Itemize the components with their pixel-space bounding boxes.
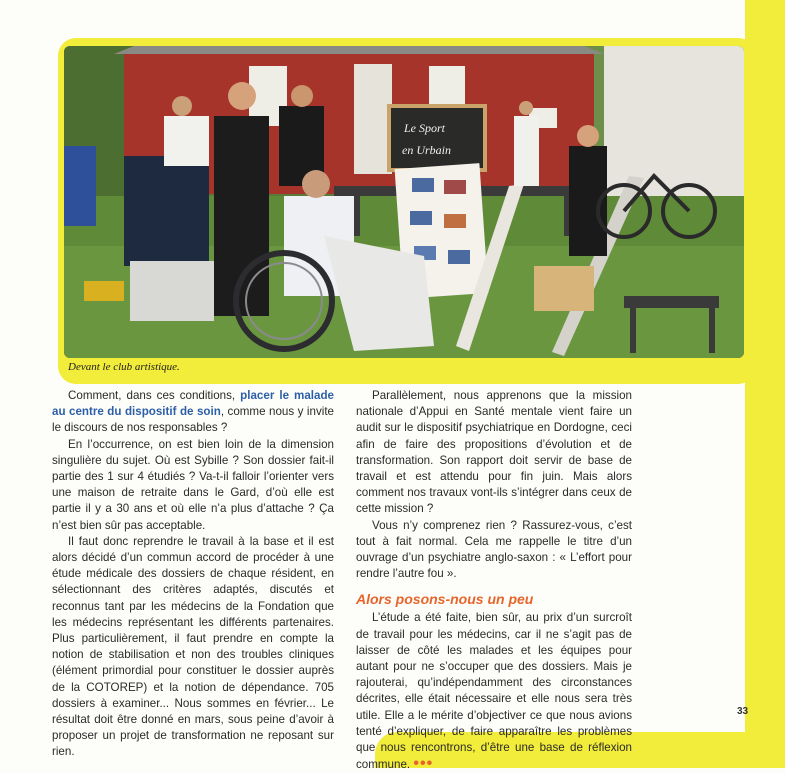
sign-text-2: en Urbain [402, 143, 451, 157]
paragraph: Il faut donc reprendre le travail à la base et il est alors décidé d’un commun accord de procéder à une étude médicale des dossiers de chaque résident, en sélectionnant des critères adaptés, discutés et reconnus tant par les médecins de la Fondation que les médecins représentant les différents partenaires. Plus particulièrement, il faut prendre en compte la notion de stabilisation et non des troubles cliniques (élément primordial pour constituer le dossier auprès de la COTOREP) et la notion de dépendance. 705 dossiers à examiner... Nous sommes en février... Le résultat doit être donné en mars, sous peine d’avoir à proposer un projet de transformation ne reposant sur rien. [52, 534, 334, 759]
paragraph: Parallèlement, nous apprenons que la mission nationale d’Appui en Santé mentale vient faire un audit sur le dispositif psychiatrique en Dordogne, ceci afin de faire des propositions d’évolution et de transformation. Son rapport doit servir de base de travail et est attendu pour fin juin. Mais alors comment nos travaux vont-ils s’intégrer dans ceux de cette mission ? [356, 389, 632, 516]
photo-caption: Devant le club artistique. [68, 361, 180, 373]
photo [64, 46, 744, 358]
text-span: Comment, dans ces conditions, [68, 389, 241, 402]
section-title: Alors posons-nous un peu [356, 591, 534, 608]
paragraph [52, 388, 334, 437]
paragraph: Vous n’y comprenez rien ? Rassurez-vous, c’est tout à fait normal. Cela me rappelle le titre d’un ouvrage d’un psychiatre anglo-saxon : « L’effort pour rendre l’autre fou ». [356, 518, 632, 581]
paragraph [356, 610, 632, 773]
text-span: , comme nous y invite le discours de nos responsables ? [52, 405, 334, 435]
right-column [356, 388, 632, 773]
text-span: L’étude a été faite, bien sûr, au prix d’un surcroît de travail pour les médecins, car il ne s’agit pas de laisser de côté les malades et les équipes pour autant pour ne s’occuper que des dossiers. Mais je rajouterai, qu’indépendamment des circonstances décrites, elle était nécessaire et elle nous sera très utile. Elle a le mérite d’objectiver ce que nous avions tenté d’expliquer, de faire apparaître les problèmes que nous rencontrons, d’être une base de réflexion commune. [356, 611, 632, 772]
sign-text-1: Le Sport [404, 121, 446, 135]
page-number: 33 [737, 706, 749, 717]
end-mark: ••• [413, 755, 434, 773]
paragraph: En l’occurrence, on est bien loin de la dimension singulière du sujet. Où est Sybille ? Son dossier fait-il partie des 1 sur 4 étudiés ? Va-t-il falloir l’orienter vers une maison de retraite dans le Gard, d’où elle est partie il y a 30 ans et où elle n’a plus d’attache ? Ça n’est bien sûr pas acceptable. [52, 437, 334, 532]
highlighted-phrase: placer le malade au centre du dispositif de soin [52, 389, 334, 419]
left-column [52, 388, 334, 761]
